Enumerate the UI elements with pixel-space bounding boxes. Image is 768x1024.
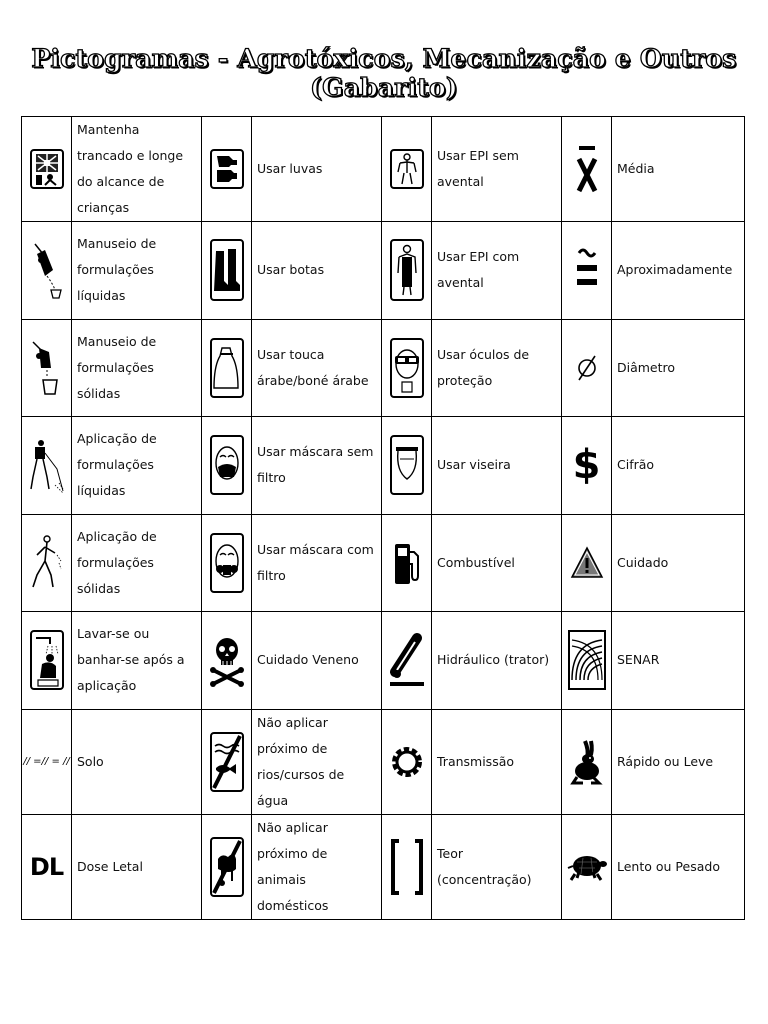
gloves-icon: [202, 117, 252, 222]
label-cell: Mantenha trancado e longe do alcance de crianças: [72, 117, 202, 222]
label-cell: Lavar-se ou banhar-se após a aplicação: [72, 612, 202, 710]
ppe-with-apron-icon: [382, 222, 432, 320]
warning-triangle-icon: [562, 514, 612, 612]
skull-crossbones-icon: [202, 612, 252, 710]
soil-symbol-icon: // =// = //: [22, 709, 72, 814]
lethal-dose-icon: DL: [22, 814, 72, 919]
face-shield-icon: [382, 417, 432, 515]
label-cell: Solo: [72, 709, 202, 814]
solid-application-walker-icon: [22, 514, 72, 612]
label-cell: SENAR: [612, 612, 745, 710]
label-cell: Usar máscara sem filtro: [252, 417, 382, 515]
label-cell: Hidráulico (trator): [432, 612, 562, 710]
boots-icon: [202, 222, 252, 320]
page-title: Pictogramas - Agrotóxicos, Mecanização e Outros (Gabarito): [31, 44, 737, 102]
label-cell: Usar máscara com filtro: [252, 514, 382, 612]
label-cell: Aproximadamente: [612, 222, 745, 320]
arab-hood-icon: [202, 319, 252, 417]
table-row: [22, 814, 745, 919]
solid-formulation-handling-icon: [22, 319, 72, 417]
label-cell: Rápido ou Leve: [612, 709, 745, 814]
label-cell: Usar luvas: [252, 117, 382, 222]
no-near-animals-icon: [202, 814, 252, 919]
table-row: [22, 612, 745, 710]
label-cell: Não aplicar próximo de rios/cursos de água: [252, 709, 382, 814]
label-cell: Usar EPI sem avental: [432, 117, 562, 222]
safety-goggles-icon: [382, 319, 432, 417]
mask-with-filter-icon: [202, 514, 252, 612]
pictogram-table: [21, 116, 745, 920]
dollar-sign-icon: $: [562, 417, 612, 515]
table-row: [22, 709, 745, 814]
table-row: [22, 319, 745, 417]
table-row: [22, 417, 745, 515]
senar-logo-icon: [562, 612, 612, 710]
label-cell: Cuidado: [612, 514, 745, 612]
label-cell: Lento ou Pesado: [612, 814, 745, 919]
table-row: [22, 117, 745, 222]
gear-icon: [382, 709, 432, 814]
label-cell: Usar viseira: [432, 417, 562, 515]
table-row: [22, 222, 745, 320]
label-cell: Teor (concentração): [432, 814, 562, 919]
label-cell: Usar touca árabe/boné árabe: [252, 319, 382, 417]
label-cell: Usar óculos de proteção: [432, 319, 562, 417]
locked-away-children-icon: [22, 117, 72, 222]
label-cell: Diâmetro: [612, 319, 745, 417]
approximately-icon: [562, 222, 612, 320]
label-cell: Transmissão: [432, 709, 562, 814]
label-cell: Dose Letal: [72, 814, 202, 919]
liquid-formulation-handling-icon: [22, 222, 72, 320]
table-row: [22, 514, 745, 612]
label-cell: Não aplicar próximo de animais domésticos: [252, 814, 382, 919]
label-cell: Média: [612, 117, 745, 222]
no-near-water-icon: [202, 709, 252, 814]
wash-after-application-icon: [22, 612, 72, 710]
label-cell: Combustível: [432, 514, 562, 612]
brackets-icon: [382, 814, 432, 919]
liquid-application-sprayer-icon: [22, 417, 72, 515]
fuel-pump-icon: [382, 514, 432, 612]
label-cell: Usar EPI com avental: [432, 222, 562, 320]
turtle-icon: [562, 814, 612, 919]
label-cell: Cifrão: [612, 417, 745, 515]
label-cell: Usar botas: [252, 222, 382, 320]
diameter-icon: [562, 319, 612, 417]
mean-xbar-icon: [562, 117, 612, 222]
label-cell: Aplicação de formulações sólidas: [72, 514, 202, 612]
ppe-without-apron-icon: [382, 117, 432, 222]
label-cell: Aplicação de formulações líquidas: [72, 417, 202, 515]
label-cell: Manuseio de formulações sólidas: [72, 319, 202, 417]
label-cell: Cuidado Veneno: [252, 612, 382, 710]
hydraulic-cylinder-icon: [382, 612, 432, 710]
rabbit-icon: [562, 709, 612, 814]
label-cell: Manuseio de formulações líquidas: [72, 222, 202, 320]
mask-no-filter-icon: [202, 417, 252, 515]
